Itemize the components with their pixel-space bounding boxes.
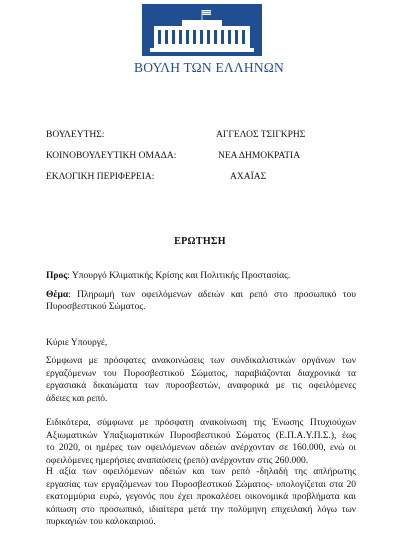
paragraph-line: πυρκαγιών του καλοκαιριού.	[46, 517, 156, 527]
paragraph-2	[46, 417, 356, 467]
salutation: Κύριε Υπουργέ,	[46, 338, 108, 348]
subject-text-1: : Πληρωμή των οφειλόμενων αδειών και ρεπό στο προσωπικό του	[68, 290, 356, 300]
recipient-line	[46, 270, 356, 283]
mp-value: ΑΓΓΕΛΟΣ ΤΣΙΓΚΡΗΣ	[216, 130, 306, 140]
paragraph-3	[46, 466, 356, 529]
paragraph-line: το 2020, οι ημέρες των οφειλόμενων αδειών ανέρχονταν σε 160.000, ενώ οι	[46, 443, 356, 453]
district-value: ΑΧΑΪΑΣ	[230, 172, 267, 182]
paragraph-line: άδειες και ρεπό.	[46, 393, 108, 404]
paragraph-line: εκατομμύρια ευρώ, γεγονός που έχει προκαλέσει οικονομικά προβλήματα και	[46, 492, 356, 502]
subject-line	[46, 289, 356, 302]
document-heading: ΕΡΩΤΗΣΗ	[174, 236, 226, 247]
group-label: ΚΟΙΝΟΒΟΥΛΕΥΤΙΚΗ ΟΜΑΔΑ:	[46, 151, 177, 161]
paragraph-line: οφειλόμενες ημερήσιες αναπαύσεις (ρεπό) ανέρχονταν στις 260.000.	[46, 455, 309, 466]
paragraph-line: Σύμφωνα με πρόσφατες ανακοινώσεις των συνδικαλιστικών οργάνων των	[46, 356, 356, 366]
subject-line-2: Πυροσβεστικού Σώματος.	[46, 302, 146, 312]
recipient-label: Προς	[46, 271, 68, 281]
recipient-text: : Υπουργό Κλιματικής Κρίσης και Πολιτικής Προστασίας.	[67, 271, 291, 281]
paragraph-line: εργασίας των εργαζόμενων του Πυροσβεστικού Σώματος- υπολογίζεται στα 20	[46, 479, 356, 490]
parliament-building-icon	[142, 4, 262, 56]
logo-title: ΒΟΥΛΗ ΤΩΝ ΕΛΛΗΝΩΝ	[134, 60, 284, 75]
parliament-logo	[142, 4, 262, 56]
paragraph-line: κόπωση στο προσωπικό, ιδιαίτερα μετά την πολύμηνη επιχειλακή λόγω των	[46, 504, 356, 515]
paragraph-line: Ειδικότερα, σύμφωνα με πρόσφατη ανακοίνωση της Ένωσης Πτυχιούχων	[46, 418, 356, 428]
district-label: ΕΚΛΟΓΙΚΗ ΠΕΡΙΦΕΡΕΙΑ:	[46, 172, 155, 182]
paragraph-1	[46, 355, 356, 405]
mp-label: ΒΟΥΛΕΥΤΗΣ:	[46, 130, 105, 140]
subject-label: Θέμα	[46, 290, 69, 300]
paragraph-line: εργαζόμενων του Πυροσβεστικού Σώματος, παραβιάζονται διαχρονικά τα	[46, 368, 356, 379]
group-value: ΝΕΑ ΔΗΜΟΚΡΑΤΙΑ	[218, 151, 301, 161]
paragraph-line: Η αξία των οφειλόμενων αδειών και των ρεπό -δηλαδή της απλήρωτης	[46, 467, 356, 477]
paragraph-line: Αξιωματικών Υπαξιωματικών Πυροσβεστικού Σώματος (Ε.Π.Α.Υ.Π.Σ.), έως	[46, 430, 356, 441]
paragraph-line: εργασιακά δικαιώματα των πυροσβεστών, αναφορικά με τις οφειλόμενες	[46, 381, 356, 391]
